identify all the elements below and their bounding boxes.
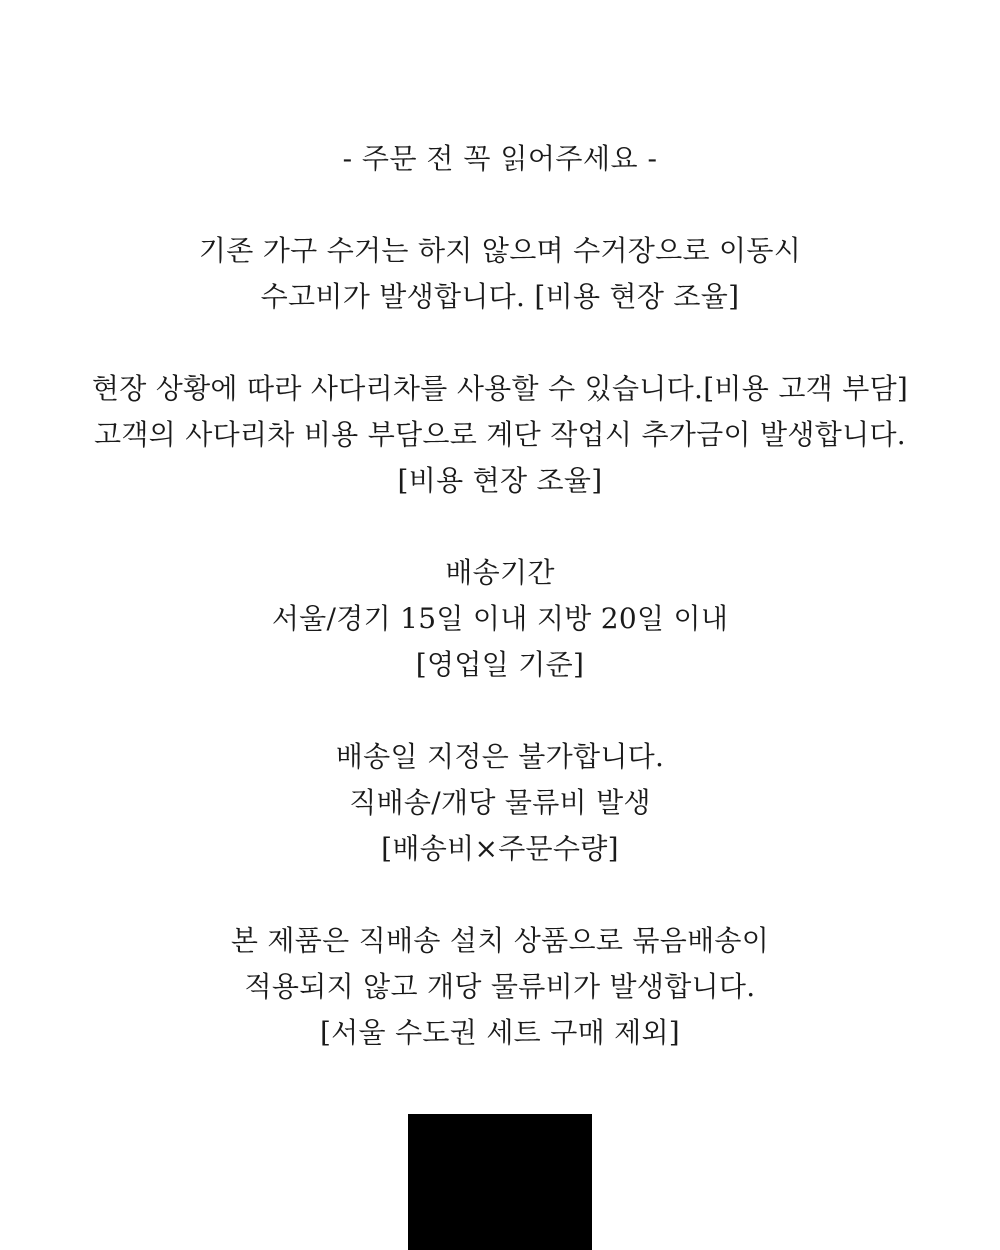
notice-line: 배송기간: [445, 556, 555, 589]
notice-line: 적용되지 않고 개당 물류비가 발생합니다.: [244, 970, 756, 1003]
notice-heading: - 주문 전 꼭 읽어주세요 -: [342, 142, 658, 175]
notice-line: 직배송/개당 물류비 발생: [349, 786, 651, 819]
notice-section-delivery-date: [0, 734, 1000, 872]
notice-line: 현장 상황에 따라 사다리차를 사용할 수 있습니다.[비용 고객 부담]: [91, 372, 909, 405]
notice-line: [비용 현장 조율]: [397, 464, 603, 497]
notice-line: 수고비가 발생합니다. [비용 현장 조율]: [260, 280, 740, 313]
order-notice: [0, 136, 1000, 1056]
notice-line: 고객의 사다리차 비용 부담으로 계단 작업시 추가금이 발생합니다.: [93, 418, 906, 451]
notice-line: 배송일 지정은 불가합니다.: [335, 740, 665, 773]
notice-line: [배송비×주문수량]: [381, 832, 619, 865]
notice-line: [영업일 기준]: [415, 648, 585, 681]
notice-line: 본 제품은 직배송 설치 상품으로 묶음배송이: [230, 924, 770, 957]
notice-section-delivery-period: [0, 550, 1000, 688]
notice-line: 서울/경기 15일 이내 지방 20일 이내: [271, 602, 729, 635]
notice-section-furniture-removal: [0, 228, 1000, 320]
notice-section-ladder-truck: [0, 366, 1000, 504]
black-image-block: [408, 1114, 592, 1250]
notice-section-bundle-shipping: [0, 918, 1000, 1056]
notice-line: [서울 수도권 세트 구매 제외]: [319, 1016, 681, 1049]
notice-line: 기존 가구 수거는 하지 않으며 수거장으로 이동시: [198, 234, 802, 267]
